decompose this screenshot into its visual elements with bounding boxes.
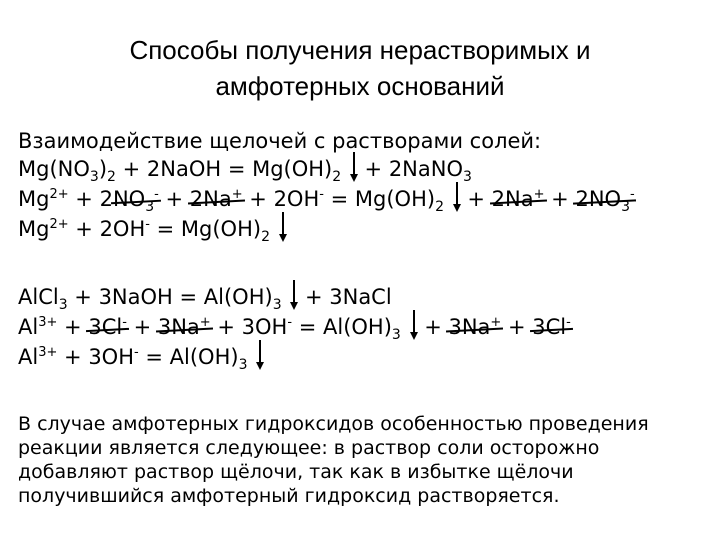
cancelled-ion: $NO_3^-$ bbox=[112, 187, 159, 215]
cancelled-ion: 3Na+ bbox=[448, 315, 502, 339]
precipitate-arrow-icon bbox=[277, 216, 287, 242]
explanation-paragraph: В случае амфотерных гидроксидов особенностью проведения реакции является следующее: в раствор соли осторожно добавляют раствор щёлочи, так как в избытке щёлочи получившийся амфотерный гидроксид растворяется. bbox=[18, 413, 649, 507]
equation-al-molecular: AlCl$_3$ + 3NaOH = $Al(OH)_3$ + 3NaCl bbox=[18, 285, 392, 313]
title-line-1: Способы получения нерастворимых и bbox=[129, 35, 591, 65]
cancelled-ion: 3Cl- bbox=[532, 315, 571, 339]
slide-title bbox=[0, 32, 720, 104]
equation-mg-molecular: $Mg(NO_3)_2$ + 2NaOH = $Mg(OH)_2$ + 2NaNO$_3$ bbox=[18, 157, 472, 185]
precipitate-arrow-icon bbox=[288, 284, 298, 310]
section-heading: Взаимодействие щелочей с растворами солей: bbox=[18, 129, 542, 153]
equation-mg-short-ionic: $Mg^{2+} + 2OH^- = Mg(OH)_2$ bbox=[18, 216, 287, 242]
equation-mg-full-ionic: $Mg^{2+} + 2NO_3^- + 2Na^+ + 2OH^- = Mg(OH)_2$ + $2Na^+ + 2NO_3^-$ bbox=[18, 187, 635, 215]
precipitate-arrow-icon bbox=[348, 156, 358, 182]
cancelled-ion: 3Cl- bbox=[88, 315, 127, 339]
precipitate-arrow-icon bbox=[408, 314, 418, 340]
cancelled-ion: 2Na+ bbox=[189, 187, 243, 211]
precipitate-arrow-icon bbox=[254, 344, 264, 370]
equation-al-short-ionic: $Al^{3+} + 3OH^- = Al(OH)_3$ bbox=[18, 344, 264, 370]
precipitate-arrow-icon bbox=[451, 186, 461, 212]
cancelled-ion: 2Na+ bbox=[491, 187, 545, 211]
cancelled-ion: $2NO_3^-$ bbox=[575, 187, 635, 215]
title-line-2: амфотерных оснований bbox=[215, 71, 505, 101]
cancelled-ion: 3Na+ bbox=[157, 315, 211, 339]
equation-al-full-ionic: $Al^{3+} + 3Cl^- + 3Na^+ + 3OH^- = Al(OH)_3$ + 3Na+ + 3Cl- bbox=[18, 315, 571, 343]
